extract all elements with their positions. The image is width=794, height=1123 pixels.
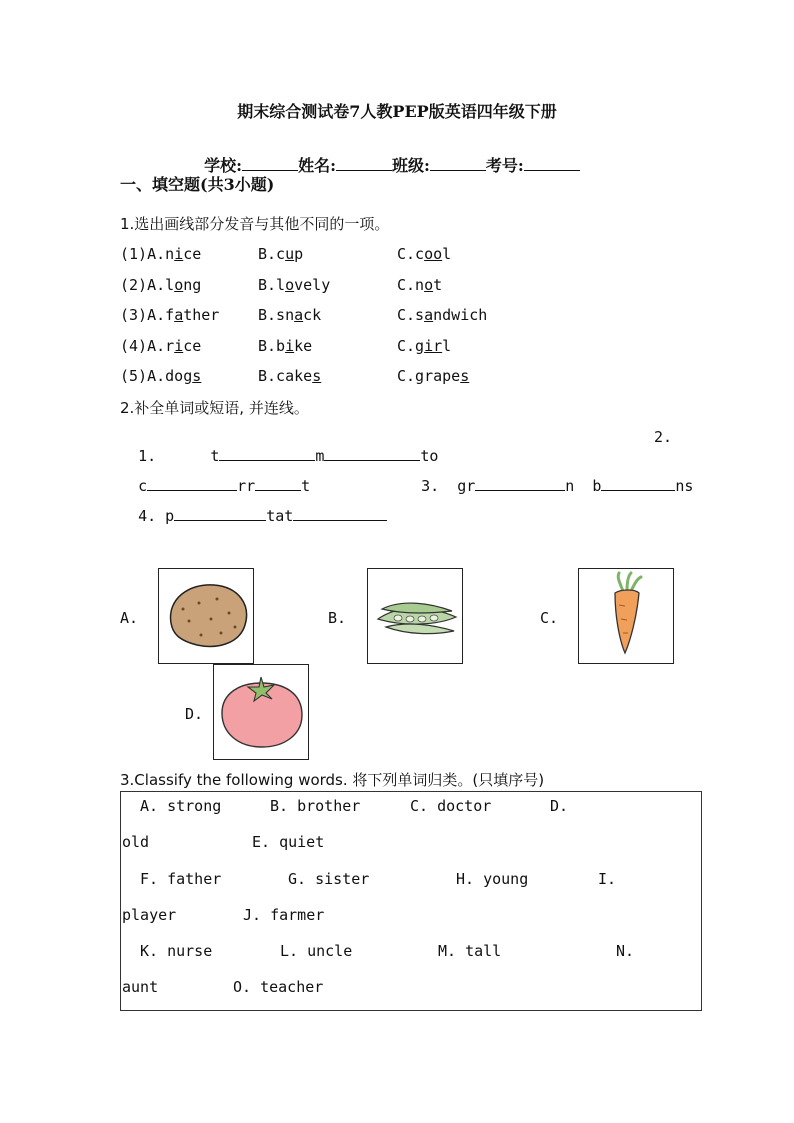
q2-item4-blank1[interactable]: [174, 506, 266, 521]
q1-option-4-a[interactable]: (4)A.rice: [120, 337, 202, 355]
word-bank-item: E. quiet: [252, 833, 325, 851]
class-blank[interactable]: [430, 156, 486, 171]
q1-option-2-b[interactable]: B.lovely: [258, 276, 331, 294]
q2-item1-num: 1.: [138, 447, 157, 465]
row-number: (3): [120, 306, 148, 324]
q2-item4-blank2[interactable]: [293, 506, 387, 521]
q2-prompt: 2.补全单词或短语, 并连线。: [120, 399, 309, 417]
school-blank[interactable]: [242, 156, 298, 171]
q1-prompt: 1.选出画线部分发音与其他不同的一项。: [120, 215, 390, 233]
q2-item2-num: 2.: [654, 428, 673, 446]
q1-option-3-c[interactable]: C.sandwich: [397, 306, 488, 324]
q2-item1-end: to: [420, 447, 439, 465]
info-line: [193, 134, 580, 176]
exam-no-blank[interactable]: [524, 156, 580, 171]
q2-item3-blank1[interactable]: [475, 476, 565, 491]
q2-item4-num: 4.: [138, 507, 157, 525]
q2-item3-end: ns: [675, 477, 694, 495]
q1-option-5-a[interactable]: (5)A.dogs: [120, 367, 202, 385]
name-label: 姓名:: [298, 156, 336, 175]
q1-option-1-c[interactable]: C.cool: [397, 245, 452, 263]
q1-option-2-c[interactable]: C.not: [397, 276, 443, 294]
q2-item4-letter: p: [165, 507, 175, 525]
word-bank-item: B. brother: [270, 797, 361, 815]
q2-item2-end: t: [301, 477, 311, 495]
q2-item4-letters: tat: [266, 507, 294, 525]
word-bank-item: A. strong: [140, 797, 222, 815]
q2-item3-letter2: b: [592, 477, 602, 495]
q2-item4: [120, 488, 387, 525]
q1-option-4-c[interactable]: C.girl: [397, 337, 452, 355]
exam-no-label: 考号:: [485, 156, 524, 175]
word-bank-item: player: [122, 906, 177, 924]
q2-item2-letter: c: [138, 477, 148, 495]
q2-item3-blank2[interactable]: [601, 476, 675, 491]
word-bank-item: L. uncle: [280, 942, 353, 960]
green-beans-picture: [367, 568, 463, 664]
word-bank-box: [120, 791, 702, 1011]
q2-item1-letter: t: [210, 447, 220, 465]
word-bank-item: G. sister: [288, 870, 370, 888]
tomato-picture: [213, 664, 309, 760]
q2-item3-num: 3.: [421, 477, 440, 495]
q2-item3-letters: gr: [457, 477, 476, 495]
word-bank-item: J. farmer: [243, 906, 325, 924]
q1-option-3-b[interactable]: B.snack: [258, 306, 322, 324]
word-bank-item: aunt: [122, 978, 159, 996]
q1-option-2-a[interactable]: (2)A.long: [120, 276, 202, 294]
school-label: 学校:: [204, 156, 243, 175]
page-title: 期末综合测试卷7人教PEP版英语四年级下册: [237, 102, 557, 121]
word-bank-item: C. doctor: [410, 797, 492, 815]
q1-option-3-a[interactable]: (3)A.father: [120, 306, 220, 324]
row-number: (1): [120, 245, 148, 263]
q2-item3-letter: n: [565, 477, 575, 495]
class-label: 班级:: [391, 156, 430, 175]
word-bank-item: N.: [616, 942, 635, 960]
q1-option-5-c[interactable]: C.grapes: [397, 367, 470, 385]
word-bank-item: H. young: [456, 870, 529, 888]
name-blank[interactable]: [336, 156, 392, 171]
picture-label-c: C.: [540, 609, 559, 627]
picture-label-a: A.: [120, 609, 139, 627]
q1-option-4-b[interactable]: B.bike: [258, 337, 313, 355]
q3-prompt: 3.Classify the following words. 将下列单词归类。(只填序号): [120, 771, 545, 789]
q1-option-1-b[interactable]: B.cup: [258, 245, 304, 263]
word-bank-item: I.: [598, 870, 617, 888]
q2-item2-letters: rr: [237, 477, 256, 495]
q1-option-5-b[interactable]: B.cakes: [258, 367, 322, 385]
row-number: (2): [120, 276, 148, 294]
word-bank-item: K. nurse: [140, 942, 213, 960]
word-bank-item: D.: [550, 797, 569, 815]
q1-option-1-a[interactable]: (1)A.nice: [120, 245, 202, 263]
word-bank-item: F. father: [140, 870, 222, 888]
picture-label-d: D.: [185, 705, 204, 723]
row-number: (4): [120, 337, 148, 355]
section-title: 一、填空题(共3小题): [120, 175, 275, 194]
row-number: (5): [120, 367, 148, 385]
q2-line2b: [403, 458, 693, 495]
picture-label-b: B.: [328, 609, 347, 627]
word-bank-item: M. tall: [438, 942, 502, 960]
carrot-picture: [578, 568, 674, 664]
word-bank-item: old: [122, 833, 150, 851]
word-bank-item: O. teacher: [233, 978, 324, 996]
q2-item1-letter2: m: [315, 447, 325, 465]
potato-picture: [158, 568, 254, 664]
